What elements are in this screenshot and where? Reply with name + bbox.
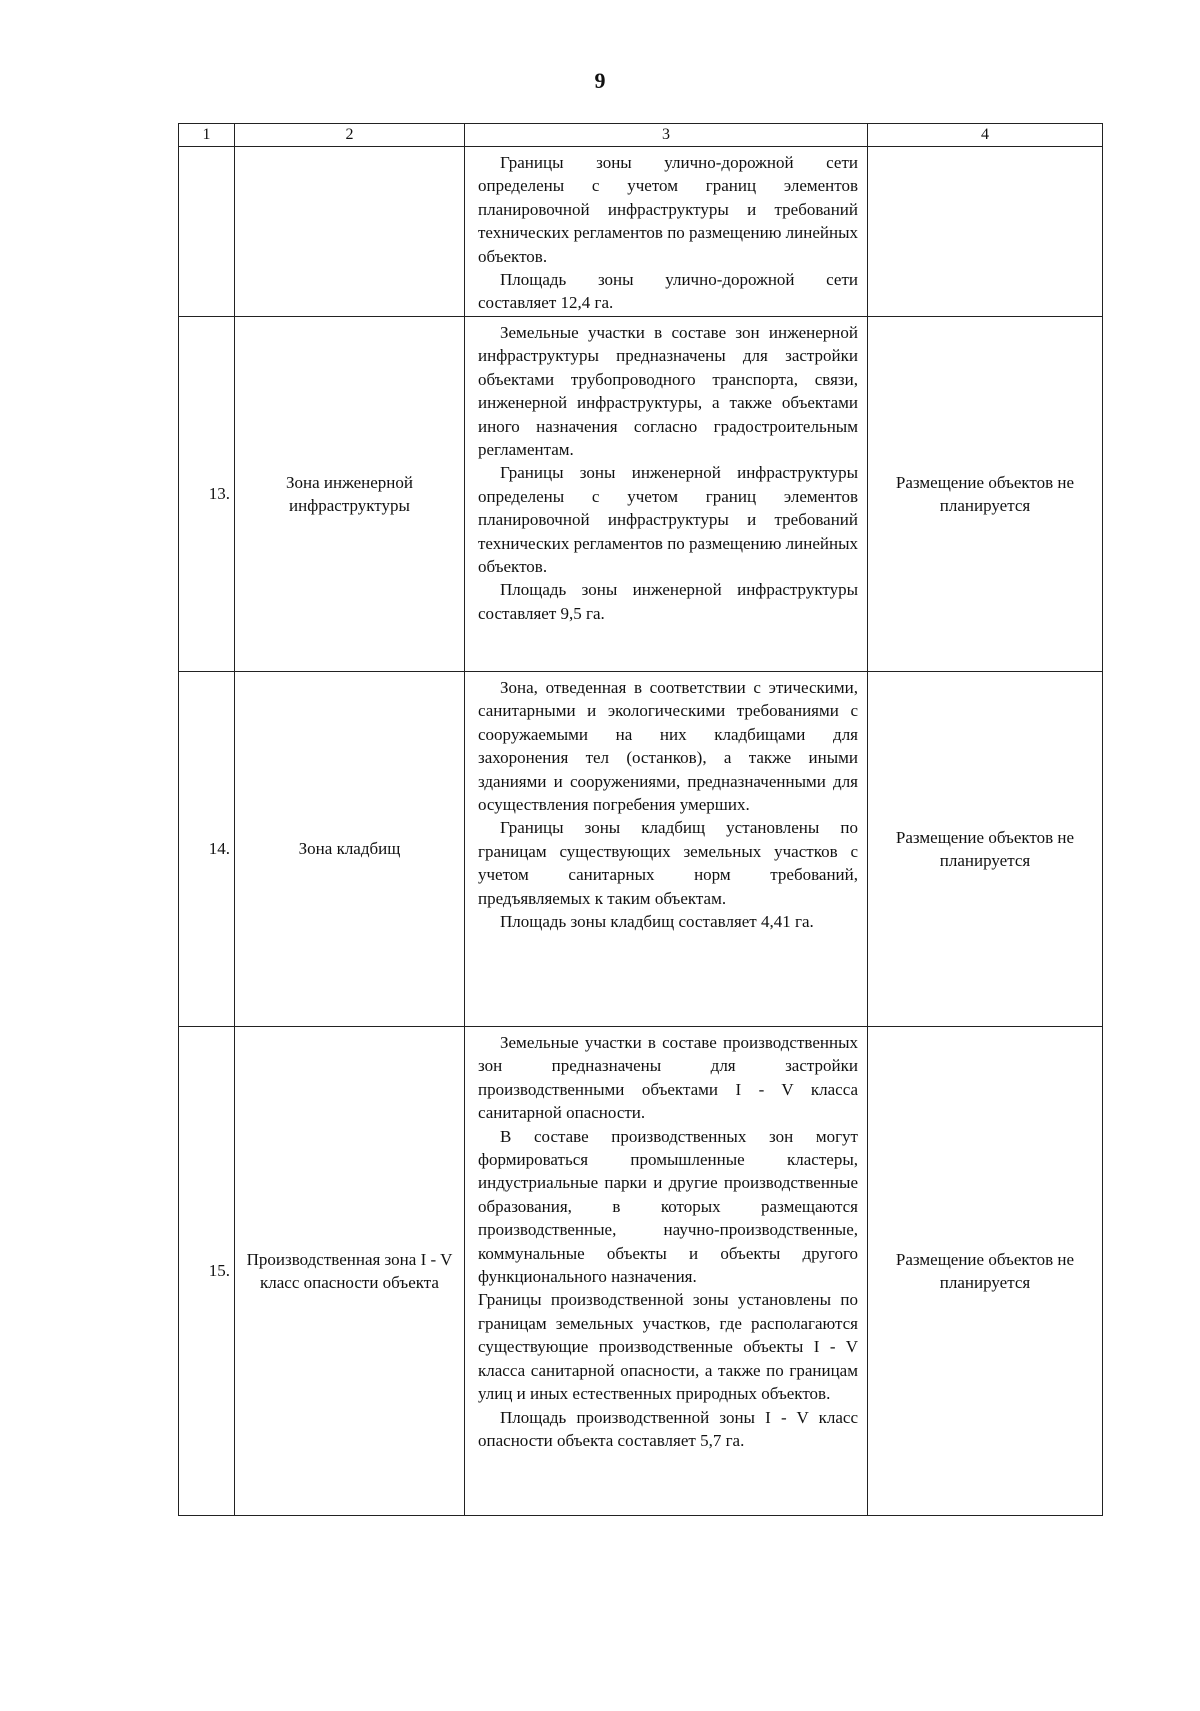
zone-name: Производственная зона I - V класс опасности объекта: [235, 1027, 465, 1516]
description-paragraph: Площадь зоны улично-дорожной сети составляет 12,4 га.: [478, 270, 858, 313]
zones-table: [178, 123, 1103, 1516]
zone-plan: Размещение объектов не планируется: [868, 672, 1103, 1027]
row-number: 13.: [179, 317, 235, 672]
zone-name: Зона инженерной инфраструктуры: [235, 317, 465, 672]
row-number: 15.: [179, 1027, 235, 1516]
description-paragraph: Земельные участки в составе производственных зон предназначены для застройки производственными объектами I - V класса санитарной опасности.: [478, 1033, 858, 1123]
zone-name: [235, 147, 465, 317]
header-cell-4: 4: [868, 124, 1103, 147]
page-number: 9: [594, 68, 606, 93]
row-number: 14.: [179, 672, 235, 1027]
header-cell-3: 3: [465, 124, 868, 147]
zone-description: [465, 1027, 868, 1516]
description-paragraph: Площадь зоны кладбищ составляет 4,41 га.: [500, 912, 814, 932]
description-paragraph: Границы зоны улично-дорожной сети определены с учетом границ элементов планировочной инфраструктуры и требований технических регламентов по размещению линейных объектов.: [478, 153, 858, 266]
zone-description: [465, 147, 868, 317]
zone-name: Зона кладбищ: [235, 672, 465, 1027]
zone-description: [465, 317, 868, 672]
description-paragraph: Границы зоны кладбищ установлены по границам существующих земельных участков с учетом санитарных норм требований, предъявляемых к таким объектам.: [478, 818, 858, 908]
zone-plan: [868, 147, 1103, 317]
description-paragraph: Границы производственной зоны установлены по границам земельных участков, где располагаются существующие производственные объекты I - V класса санитарной опасности, а также по границам улиц и иных естественных природных объектов.: [478, 1290, 858, 1404]
zone-plan: Размещение объектов не планируется: [868, 317, 1103, 672]
description-paragraph: Площадь производственной зоны I - V класс опасности объекта составляет 5,7 га.: [478, 1407, 858, 1450]
description-paragraph: Зона, отведенная в соответствии с этическими, санитарными и экологическими требованиями с сооружаемыми на них кладбищами для захоронения тел (останков), а также иными зданиями и сооружениями, предназначенными для осуществления погребения умерших.: [478, 678, 858, 815]
zone-plan: Размещение объектов не планируется: [868, 1027, 1103, 1516]
zone-description: [465, 672, 868, 1027]
table-row: [179, 147, 1103, 317]
description-paragraph: Земельные участки в составе зон инженерной инфраструктуры предназначены для застройки объектами трубопроводного транспорта, связи, инженерной инфраструктуры, а также объектами иного назначения согласно градостроительным регламентам.: [478, 323, 858, 460]
description-paragraph: В составе производственных зон могут формироваться промышленные кластеры, индустриальные парки и другие производственные образования, в которых размещаются производственные, научно-производственные, коммунальные объекты и объекты другого функционального назначения.: [478, 1126, 858, 1287]
description-paragraph: Площадь зоны инженерной инфраструктуры составляет 9,5 га.: [478, 580, 858, 623]
row-number: [179, 147, 235, 317]
table-row: [179, 672, 1103, 1027]
table-row: [179, 317, 1103, 672]
table-header-row: [179, 124, 1103, 147]
header-cell-1: 1: [179, 124, 235, 147]
description-paragraph: Границы зоны инженерной инфраструктуры определены с учетом границ элементов планировочной инфраструктуры и требований технических регламентов по размещению линейных объектов.: [478, 463, 858, 577]
table-row: [179, 1027, 1103, 1516]
header-cell-2: 2: [235, 124, 465, 147]
